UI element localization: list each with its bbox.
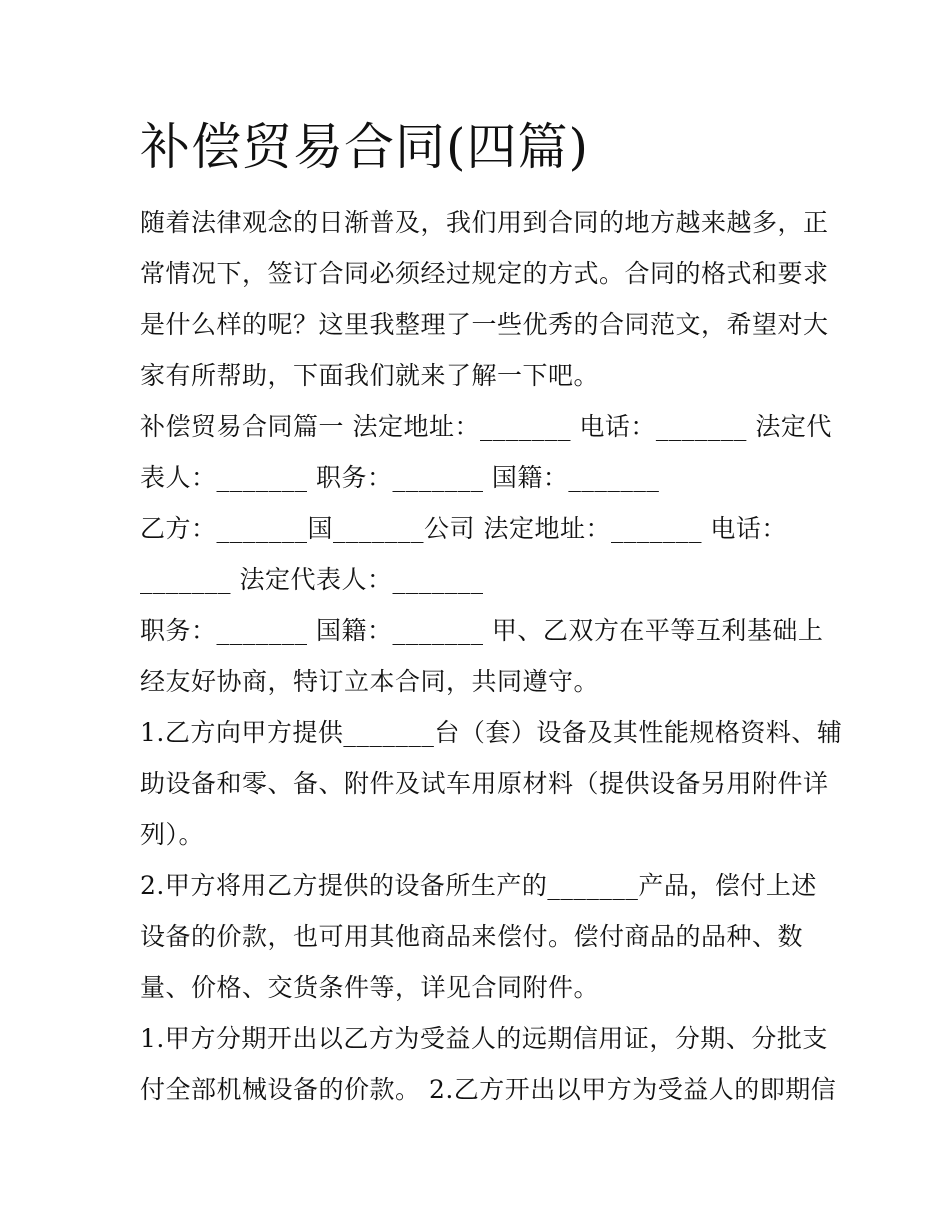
text-line: 家有所帮助，下面我们就来了解一下吧。: [140, 361, 600, 390]
text-line: 经友好协商，特订立本合同，共同遵守。: [140, 667, 600, 696]
text-line: 常情况下，签订合同必须经过规定的方式。合同的格式和要求: [140, 259, 829, 288]
page-title: 补偿贸易合同(四篇): [140, 118, 590, 176]
text-line: 表人：_______ 职务：_______ 国籍：_______: [140, 463, 660, 492]
text-line: 补偿贸易合同篇一 法定地址：_______ 电话：_______ 法定代: [140, 412, 832, 441]
text-line: 助设备和零、备、附件及试车用原材料（提供设备另用附件详: [140, 769, 829, 798]
text-line: 随着法律观念的日渐普及，我们用到合同的地方越来越多，正: [140, 208, 829, 237]
text-line: 是什么样的呢？这里我整理了一些优秀的合同范文，希望对大: [140, 310, 829, 339]
text-line: 1.甲方分期开出以乙方为受益人的远期信用证，分期、分批支: [140, 1024, 828, 1053]
text-line: 付全部机械设备的价款。 2.乙方开出以甲方为受益人的即期信: [140, 1075, 837, 1104]
text-line: 设备的价款，也可用其他商品来偿付。偿付商品的品种、数: [140, 922, 804, 951]
text-line: 量、价格、交货条件等，详见合同附件。: [140, 973, 600, 1002]
text-line: 2.甲方将用乙方提供的设备所生产的_______产品，偿付上述: [140, 871, 817, 900]
text-line: _______ 法定代表人：_______: [140, 565, 484, 594]
text-line: 职务：_______ 国籍：_______ 甲、乙双方在平等互利基础上: [140, 616, 824, 645]
text-line: 列）。: [140, 820, 205, 849]
text-line: 乙方：_______国_______公司 法定地址：_______ 电话：: [140, 514, 787, 543]
text-line: 1.乙方向甲方提供_______台（套）设备及其性能规格资料、辅: [140, 718, 843, 747]
